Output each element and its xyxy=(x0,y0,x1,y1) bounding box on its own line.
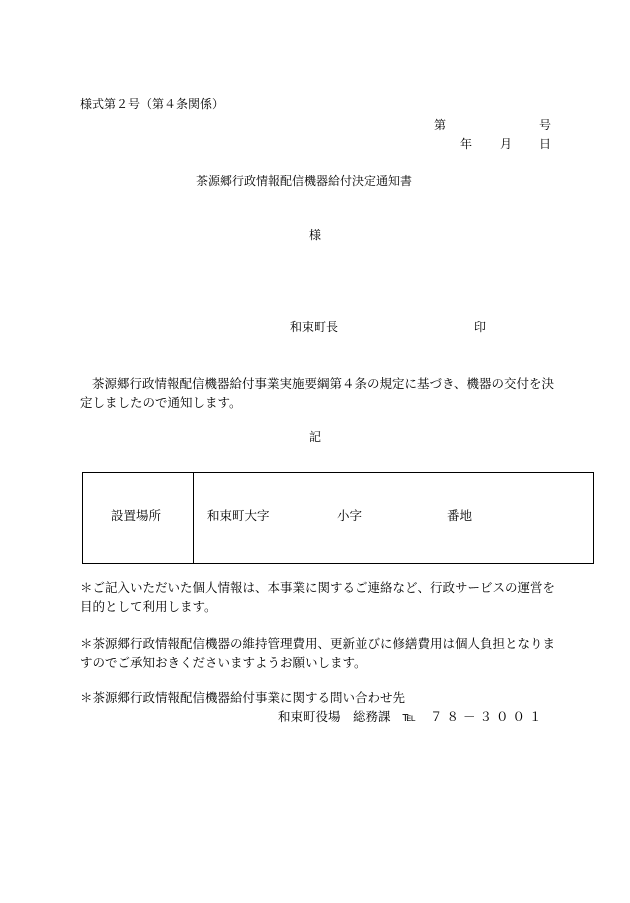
issuer-name: 和束町長 xyxy=(290,320,339,334)
note-personal-info: ＊ご記入いただいた個人情報は、本事業に関するご連絡など、行政サービスの運営を目的として利用します。 xyxy=(80,580,556,614)
date-month: 月 xyxy=(500,137,513,151)
contact-line xyxy=(278,710,545,724)
tel-label: ℡ xyxy=(402,709,416,724)
doc-number-prefix: 第 xyxy=(434,118,447,132)
contact-heading: ＊茶源郷行政情報配信機器給付事業に関する問い合わせ先 xyxy=(80,690,406,705)
ki-heading: 記 xyxy=(309,430,322,444)
address-banchi: 番地 xyxy=(447,508,473,523)
address-town: 和束町大字 xyxy=(207,508,270,523)
tel-number: ７８－３００１ xyxy=(429,709,546,724)
recipient-honorific: 様 xyxy=(309,228,322,242)
table-label-installation-location: 設置場所 xyxy=(111,508,162,523)
body-paragraph: 茶源郷行政情報配信機器給付事業実施要綱第４条の規定に基づき、機器の交付を決定しましたので通知します。 xyxy=(80,376,555,410)
contact-office: 和束町役場 総務課 xyxy=(278,709,391,724)
date-year: 年 xyxy=(460,137,473,151)
note-maintenance-cost: ＊茶源郷行政情報配信機器の維持管理費用、更新並びに修繕費用は個人負担となりますのでご承知おきくださいますようお願いします。 xyxy=(80,636,556,670)
doc-number-suffix: 号 xyxy=(539,118,552,132)
issuer-seal: 印 xyxy=(474,320,487,334)
date-day: 日 xyxy=(539,137,552,151)
address-koaza: 小字 xyxy=(337,508,363,523)
form-number: 様式第２号（第４条関係） xyxy=(80,97,225,111)
table-divider xyxy=(193,473,194,563)
document-title: 茶源郷行政情報配信機器給付決定通知書 xyxy=(196,174,413,188)
installation-location-table xyxy=(82,472,594,564)
